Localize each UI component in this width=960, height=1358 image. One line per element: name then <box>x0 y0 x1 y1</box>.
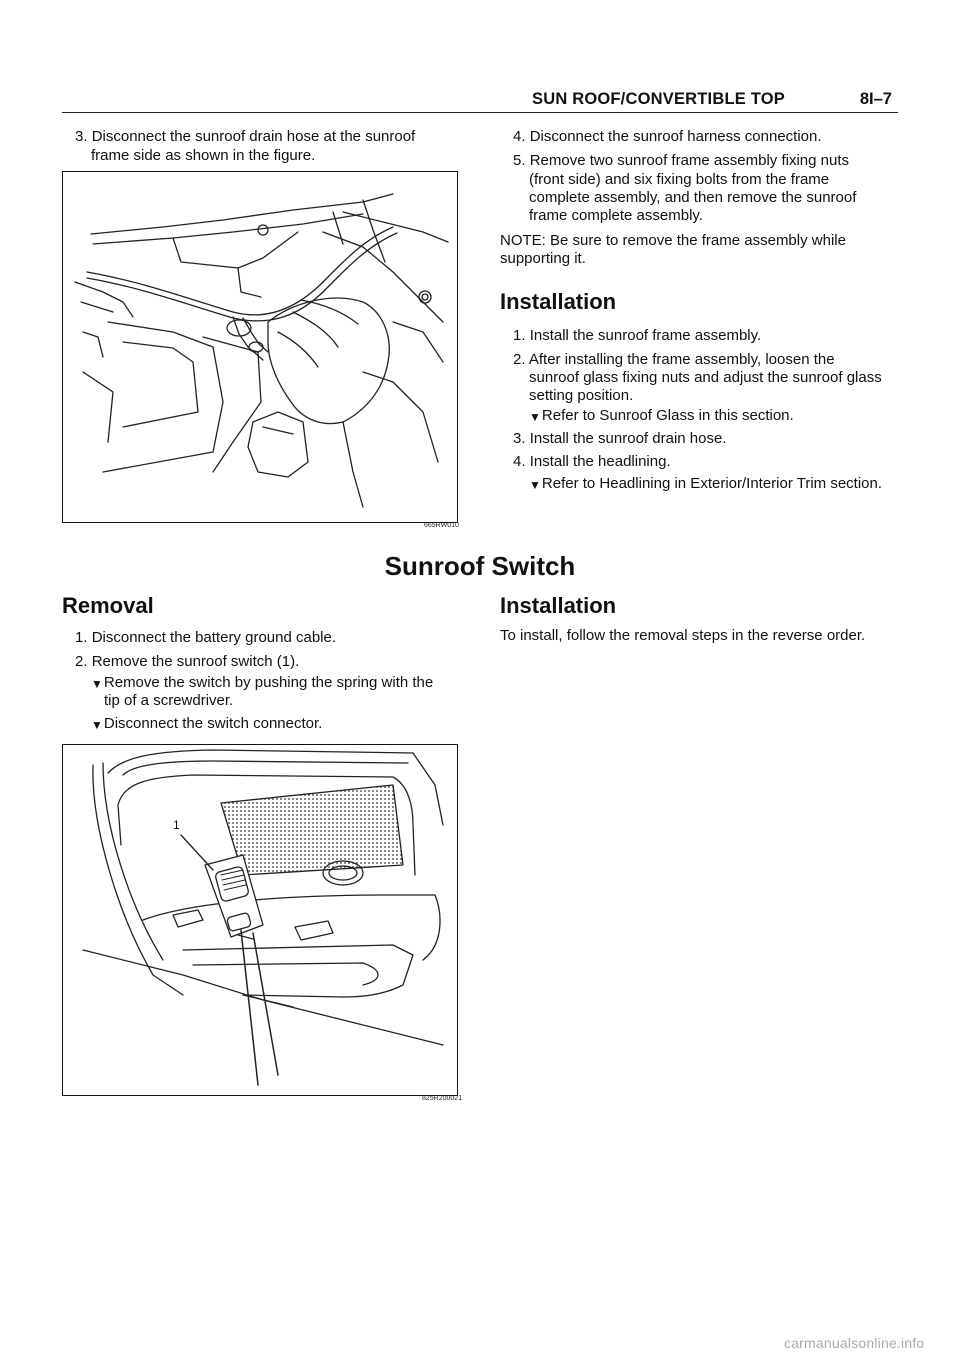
bullet-triangle-icon: ▼ <box>529 478 541 492</box>
inst-3-text: Install the sunroof drain hose. <box>529 430 727 447</box>
step-3-line1: Disconnect the sunroof drain hose at the sunroof <box>91 128 416 145</box>
note-line1: NOTE: Be sure to remove the frame assembly while <box>500 232 846 249</box>
removal-bullet-1-line2: tip of a screwdriver. <box>104 692 234 709</box>
inst-2-number: 2. <box>513 351 526 368</box>
step-5-line1: Remove two sunroof frame assembly fixing nuts <box>529 152 849 169</box>
inst-4-ref-text: Refer to Headlining in Exterior/Interior Trim section. <box>541 475 883 492</box>
step-4 <box>513 127 899 146</box>
note <box>500 231 899 250</box>
step-5-line4: frame complete assembly. <box>529 207 703 224</box>
note-cont <box>500 249 899 268</box>
removal-bullet-1-line1: Remove the switch by pushing the spring with the <box>103 674 434 691</box>
removal-bullet-1-cont <box>104 691 460 710</box>
removal-step-1-text: Disconnect the battery ground cable. <box>91 629 337 646</box>
note-line2: supporting it. <box>500 250 586 267</box>
step-5-line2: (front side) and six fixing bolts from the frame <box>529 171 830 188</box>
figure-sunroof-switch <box>62 744 458 1096</box>
callout-1-label: 1 <box>173 818 180 832</box>
inst-2 <box>513 350 899 369</box>
removal-step-2-text: Remove the sunroof switch (1). <box>91 653 300 670</box>
inst-3-number: 3. <box>513 430 526 447</box>
step-3-number: 3. <box>75 128 88 145</box>
inst-2-ref <box>529 406 899 426</box>
removal-step-1-number: 1. <box>75 629 88 646</box>
bullet-triangle-icon: ▼ <box>529 410 541 424</box>
figure-1-code: 665RW010 <box>424 522 459 529</box>
removal-step-2-number: 2. <box>75 653 88 670</box>
inst-4-text: Install the headlining. <box>529 453 671 470</box>
inst-2-line2: sunroof glass fixing nuts and adjust the sunroof glass <box>529 369 882 386</box>
removal-heading: Removal <box>62 593 154 618</box>
step-5-line3-wrap <box>529 188 899 207</box>
removal-bullet-1 <box>91 673 461 693</box>
installation-heading-2: Installation <box>500 593 617 618</box>
watermark: carmanualsonline.info <box>784 1335 925 1351</box>
inst-1-text: Install the sunroof frame assembly. <box>529 327 762 344</box>
inst-3 <box>513 429 899 448</box>
inst-2-ref-text: Refer to Sunroof Glass in this section. <box>541 407 794 424</box>
bullet-triangle-icon: ▼ <box>91 677 103 691</box>
installation-heading-1: Installation <box>500 289 617 314</box>
header-rule <box>62 112 898 113</box>
sunroof-switch-illustration <box>63 745 457 1095</box>
page-number: 8I–7 <box>859 90 892 108</box>
section-header-title: SUN ROOF/CONVERTIBLE TOP <box>532 90 785 108</box>
inst-2-l3 <box>529 386 899 405</box>
step-3 <box>75 127 460 146</box>
step-4-text: Disconnect the sunroof harness connection. <box>529 128 822 145</box>
removal-bullet-2 <box>91 714 461 734</box>
removal-step-2 <box>75 652 460 671</box>
installation-2-text: To install, follow the removal steps in the reverse order. <box>500 627 866 644</box>
inst-4 <box>513 452 899 471</box>
step-5-number: 5. <box>513 152 526 169</box>
inst-2-l2 <box>529 368 899 387</box>
inst-4-number: 4. <box>513 453 526 470</box>
figure-2-code: 825R200021 <box>422 1095 463 1102</box>
step-5 <box>513 151 899 170</box>
step-4-number: 4. <box>513 128 526 145</box>
inst-1 <box>513 326 899 345</box>
step-5-line2-wrap <box>529 170 899 189</box>
inst-2-line1: After installing the frame assembly, loosen the <box>528 351 835 368</box>
step-3-cont <box>91 146 460 165</box>
figure-drain-hose <box>62 171 458 523</box>
removal-bullet-2-text: Disconnect the switch connector. <box>103 715 323 732</box>
inst-1-number: 1. <box>513 327 526 344</box>
drain-hose-illustration <box>63 172 457 522</box>
step-5-line4-wrap <box>529 206 899 225</box>
step-3-line2: frame side as shown in the figure. <box>91 147 316 164</box>
inst-2-line3: setting position. <box>529 387 634 404</box>
bullet-triangle-icon: ▼ <box>91 718 103 732</box>
removal-step-1 <box>75 628 460 647</box>
page-header <box>532 88 892 112</box>
inst-4-ref <box>529 474 899 494</box>
step-5-line3: complete assembly, and then remove the sunroof <box>529 189 857 206</box>
section-title: Sunroof Switch <box>384 551 576 581</box>
